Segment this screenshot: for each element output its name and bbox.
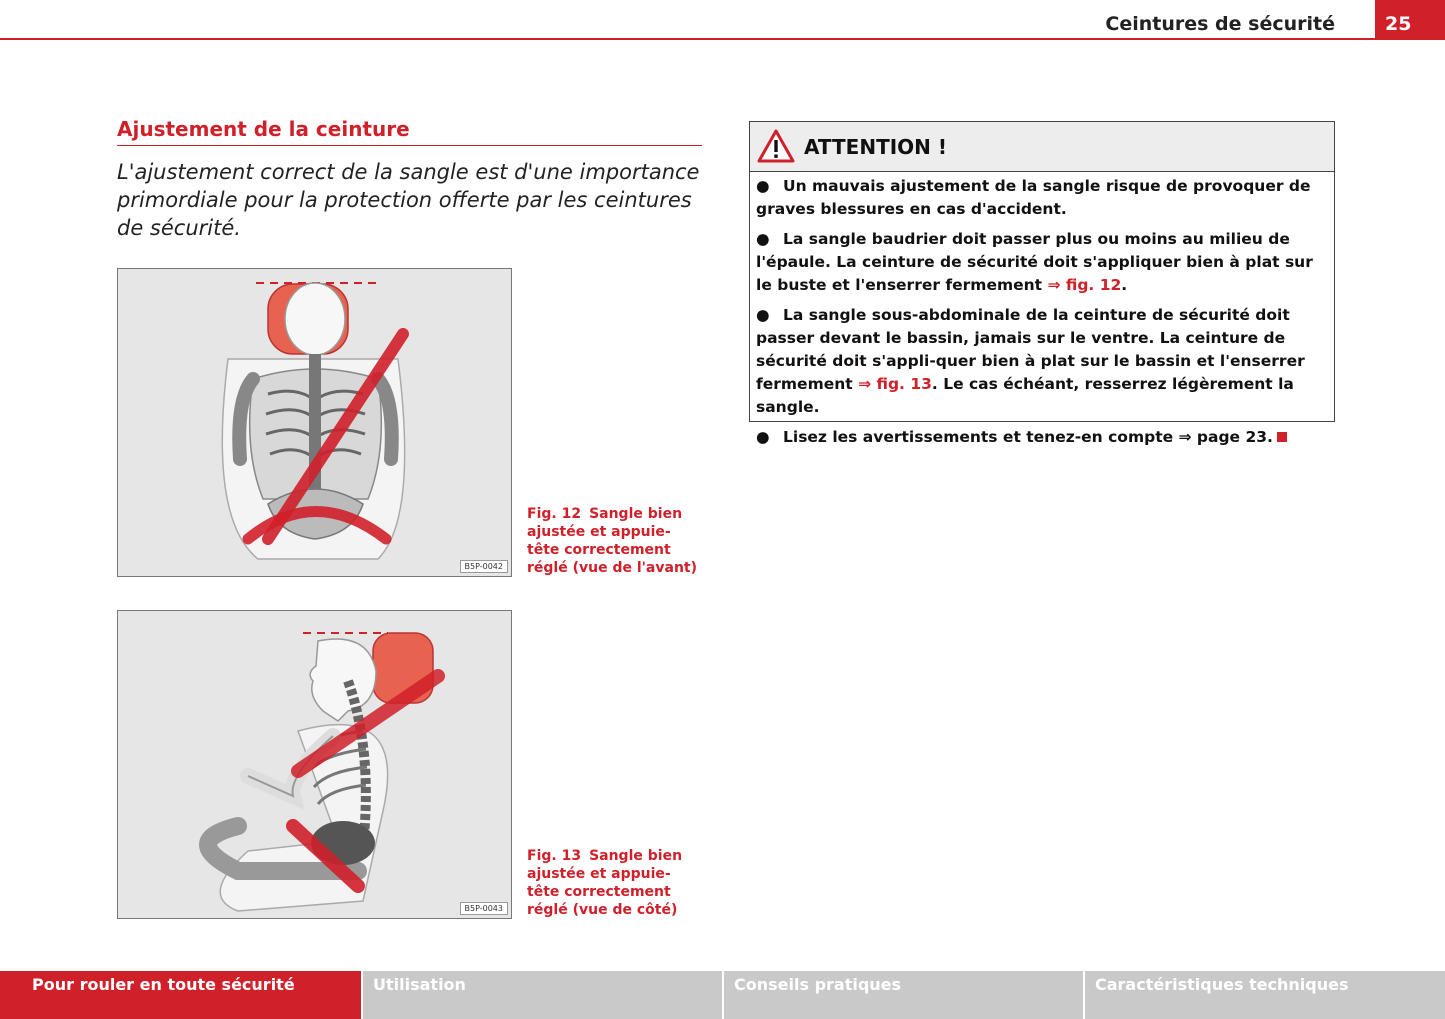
chapter-title: Ceintures de sécurité — [1105, 13, 1335, 35]
attention-box — [749, 121, 1335, 446]
figure-number: Fig. 12 — [527, 506, 582, 522]
attention-item — [756, 175, 1326, 221]
tab-caracteristiques-techniques[interactable]: Caractéristiques techniques — [1085, 971, 1445, 1019]
section-intro: L'ajustement correct de la sangle est d'une importance primordiale pour la protection offerte par les ceintures de sécurité. — [117, 160, 700, 240]
attention-item-text: La sangle sous-abdominale de la ceinture de sécurité doit passer devant le bassin, jamais sur le ventre. La ceinture de sécurité doit s'appli-quer bien à plat sur le bassin et l'enserrer fermement — [756, 306, 1305, 393]
section-rule — [117, 145, 702, 146]
warning-icon — [756, 128, 796, 164]
attention-item-text: . Le cas échéant, resserrez légèrement la sangle. — [756, 375, 1294, 416]
tab-pour-rouler-en-toute-securite[interactable]: Pour rouler en toute sécurité — [0, 971, 361, 1019]
end-mark-icon — [1277, 432, 1287, 442]
front-view-illustration — [118, 269, 512, 577]
attention-item — [756, 426, 1326, 449]
bullet: ● — [756, 177, 770, 195]
figure-caption-13 — [527, 847, 702, 919]
figure-code: B5P-0043 — [460, 902, 508, 915]
figure-reference-link[interactable]: ⇒ fig. 12 — [1047, 276, 1122, 294]
bullet: ● — [756, 428, 770, 446]
figure-caption-text: Sangle bien ajustée et appuie-tête correctement réglé (vue de côté) — [527, 848, 683, 918]
tab-conseils-pratiques[interactable]: Conseils pratiques — [724, 971, 1083, 1019]
footer-nav — [0, 971, 1445, 1019]
attention-title: ATTENTION ! — [804, 135, 947, 159]
attention-item — [756, 304, 1326, 419]
tab-utilisation[interactable]: Utilisation — [363, 971, 722, 1019]
figure-code: B5P-0042 — [460, 560, 508, 573]
attention-item — [756, 228, 1326, 297]
attention-item-text: . — [1121, 276, 1128, 294]
page-reference-link[interactable]: page 23. — [1191, 428, 1273, 446]
bullet: ● — [756, 306, 770, 324]
figure-side-view — [117, 610, 512, 919]
arrow-icon: ⇒ — [1178, 428, 1192, 446]
figure-caption-text: Sangle bien ajustée et appuie-tête correctement réglé (vue de l'avant) — [527, 506, 698, 576]
page-number: 25 — [1375, 0, 1445, 40]
attention-item-text: Un mauvais ajustement de la sangle risque de provoquer de graves blessures en cas d'accident. — [756, 177, 1311, 218]
attention-item-text: La sangle baudrier doit passer plus ou moins au milieu de l'épaule. La ceinture de sécurité doit s'appliquer bien à plat sur le buste et l'enserrer fermement — [756, 230, 1313, 294]
attention-item-text: Lisez les avertissements et tenez-en compte — [783, 428, 1179, 446]
figure-front-view — [117, 268, 512, 577]
header-rule — [0, 38, 1445, 40]
side-view-illustration — [118, 611, 512, 919]
figure-number: Fig. 13 — [527, 848, 582, 864]
figure-caption-12 — [527, 505, 702, 577]
figure-reference-link[interactable]: ⇒ fig. 13 — [858, 375, 932, 393]
bullet: ● — [756, 230, 770, 248]
section-title: Ajustement de la ceinture — [117, 117, 410, 141]
attention-list — [750, 172, 1334, 449]
attention-header — [750, 122, 1334, 172]
